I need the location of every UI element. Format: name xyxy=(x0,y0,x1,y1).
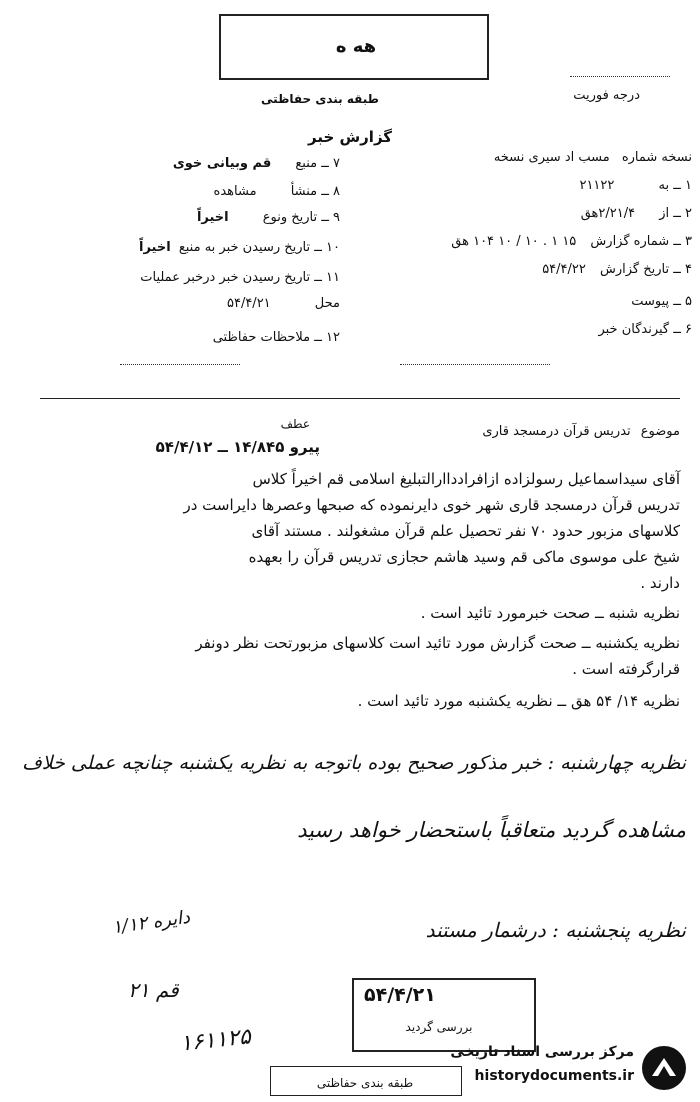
stamp-caption: طبقه بندی حفاظتی xyxy=(261,92,379,106)
body-line: آقای سیداسماعیل رسولزاده ازافرادداارالتبلیغ اسلامی قم اخیراً کلاس xyxy=(252,470,680,488)
field-value: مشاهده xyxy=(213,184,257,199)
body-line: نظریه شنبه ــ صحت خبرمورد تائید است . xyxy=(420,604,680,622)
handwritten-line-2: مشاهده گردید متعاقباً باستحضار خواهد رسید xyxy=(297,818,686,842)
field-label: ۲ ــ از xyxy=(659,206,692,221)
field-label: ۴ ــ تاریخ گزارش xyxy=(600,262,692,277)
priority-label: درجه فوریت xyxy=(573,88,640,103)
field-origin-row xyxy=(40,184,340,199)
field-label: نسخه شماره xyxy=(621,150,692,165)
field-label: ۷ ــ منبع xyxy=(295,156,340,171)
handwritten-bottom-number: ۱۶۱۱۲۵ xyxy=(178,1024,253,1057)
bottom-classification-box xyxy=(270,1066,462,1096)
bottom-classification: طبقه بندی حفاظتی xyxy=(316,1076,414,1090)
field-from-row xyxy=(400,206,692,221)
watermark-url: historydocuments.ir xyxy=(474,1068,634,1084)
body-line: شیخ علی موسوی ماکی قم وسید هاشم حجازی تدریس قرآن را بعهده xyxy=(248,548,680,566)
field-label: ۶ ــ گیرندگان خبر xyxy=(598,322,692,337)
field-report-date-row xyxy=(400,262,692,277)
field-value: قم وبیانی خوی xyxy=(172,156,272,171)
security-notes-line xyxy=(120,364,240,365)
subject-row xyxy=(360,424,680,439)
handwritten-margin-note: دایره ۱/۱۲ xyxy=(110,906,192,939)
bottom-stamp-caption: بررسی گردید xyxy=(405,1020,473,1034)
field-label: ۱۰ ــ تاریخ رسیدن خبر به منبع xyxy=(178,240,340,255)
recipients-line xyxy=(400,364,550,365)
field-label: ۸ ــ منشأ xyxy=(290,184,340,199)
field-value: اخیراً xyxy=(139,240,171,255)
handwritten-line-1: نظریه چهارشنبه : خبر مذکور صحیح بوده باتوجه به نظریه یکشنبه چنانچه عملی خلاف xyxy=(22,752,686,774)
archive-logo-icon xyxy=(642,1046,686,1090)
atf-label: عطف xyxy=(280,417,310,431)
body-line: دارند . xyxy=(640,574,680,592)
field-value: ۲۱۱۲۲ xyxy=(579,178,615,193)
field-place-row xyxy=(40,296,340,311)
field-operation-arrival-row xyxy=(40,270,340,285)
field-source-row xyxy=(40,156,340,171)
watermark-name: مرکز بررسی اسناد تاریخی xyxy=(450,1044,634,1060)
peyro-reference: پیرو ۱۴/۸۴۵ ــ ۵۴/۴/۱۲ xyxy=(155,438,320,456)
field-value: مسب اد سیری نسخه xyxy=(493,150,610,165)
field-to-row xyxy=(400,178,692,193)
field-label: ۱۱ ــ تاریخ رسیدن خبر درخبر عملیات xyxy=(140,270,340,285)
page-title: گزارش خبر xyxy=(307,128,393,146)
top-classification-stamp xyxy=(219,14,489,80)
body-line: نظریه ۱۴/ ۵۴ هق ــ نظریه یکشنبه مورد تائید است . xyxy=(357,692,680,710)
priority-line xyxy=(570,76,670,77)
field-label: ۱۲ ــ ملاحظات حفاظتی xyxy=(212,330,340,345)
field-value: اخیراً xyxy=(196,210,229,225)
field-label: ۵ ــ پیوست xyxy=(631,294,692,309)
field-label: محل xyxy=(314,296,340,311)
field-label: ۹ ــ تاریخ ونوع xyxy=(262,210,340,225)
copy-number-row xyxy=(400,150,692,165)
stamp-top-text: هه ه xyxy=(335,36,377,57)
body-line: قرارگرفته است . xyxy=(572,660,680,678)
handwritten-initials: ۲۱ قم xyxy=(128,978,179,1002)
field-label: ۳ ــ شماره گزارش xyxy=(590,234,692,249)
field-value: ۵۴/۴/۲۱ xyxy=(226,296,271,311)
handwritten-line-3: نظریه پنجشنبه : درشمار مستند xyxy=(425,918,686,942)
field-source-arrival-row xyxy=(40,240,340,255)
watermark xyxy=(450,1040,690,1096)
field-value: ۵۴/۴/۲۲ xyxy=(542,262,586,277)
body-line: کلاسهای مزبور حدود ۷۰ نفر تحصیل علم قرآن مشغولند . مستند آقای xyxy=(251,522,680,540)
subject-label: موضوع xyxy=(640,424,680,439)
field-label: ۱ ــ به xyxy=(658,178,692,193)
field-recipients-row xyxy=(400,322,692,337)
bottom-stamp-number: ۵۴/۴/۲۱ xyxy=(364,984,436,1006)
subject-text: تدریس قرآن درمسجد قاری xyxy=(482,424,631,439)
field-value: ۲/۲۱/۴هق xyxy=(580,206,636,221)
field-value: ۱۵ ۱ . ۱۰ / ۱۰ ۱۰۴ هق xyxy=(451,234,577,249)
body-line: نظریه یکشنبه ــ صحت گزارش مورد تائید است کلاسهای مزبورتحت نظر دونفر xyxy=(195,634,680,652)
report-body xyxy=(30,470,680,718)
body-line: تدریس قرآن درمسجد قاری شهر خوی دایرنموده که صبحها وعصرها دایراست در xyxy=(183,496,680,514)
field-date-type-row xyxy=(40,210,340,225)
header-divider xyxy=(40,398,680,399)
field-security-notes-row xyxy=(40,330,340,345)
field-attachment-row xyxy=(400,294,692,309)
field-report-number-row xyxy=(400,234,692,249)
